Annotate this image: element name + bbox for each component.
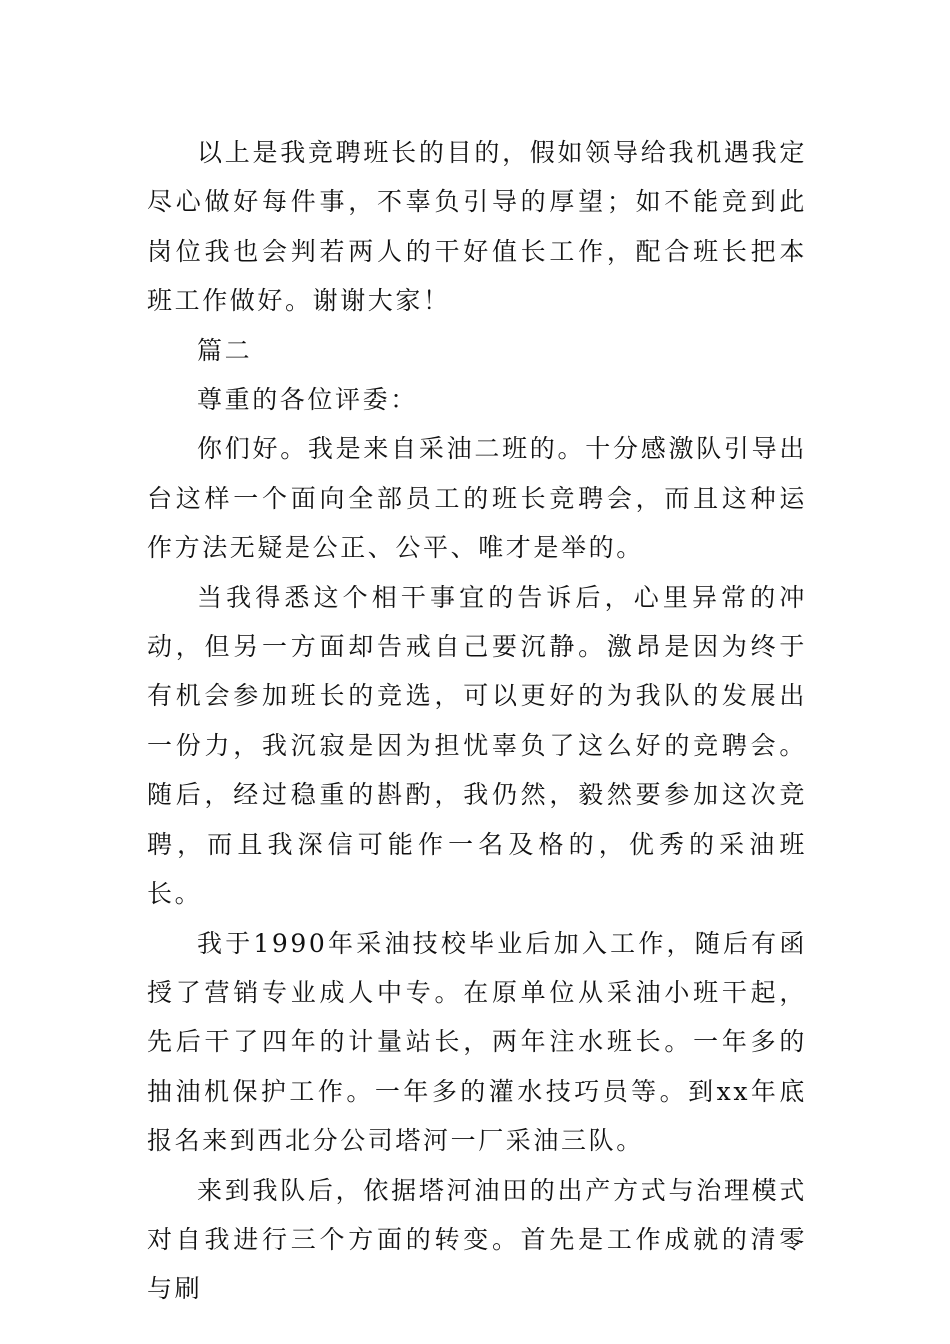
paragraph-greeting: 你们好。我是来自采油二班的。十分感激队引导出台这样一个面向全部员工的班长竞聘会，而且这种运作方法无疑是公正、公平、唯才是举的。 bbox=[147, 434, 807, 563]
paragraph-motivation: 当我得悉这个相干事宜的告诉后，心里异常的冲动，但另一方面却告戒自己要沉静。激昂是因为终于有机会参加班长的竞选，可以更好的为我队的发展出一份力，我沉寂是因为担忧辜负了这么好的竞聘会。随后，经过稳重的斟酌，我仍然，毅然要参加这次竞聘，而且我深信可能作一名及格的，优秀的采油班长。 bbox=[147, 582, 807, 909]
paragraph-experience: 我于1990年采油技校毕业后加入工作，随后有函授了营销专业成人中专。在原单位从采油小班干起，先后干了四年的计量站长，两年注水班长。一年多的抽油机保护工作。一年多的灌水技巧员等。到xx年底报名来到西北分公司塔河一厂采油三队。 bbox=[147, 928, 807, 1156]
paragraph-closing: 以上是我竞聘班长的目的，假如领导给我机遇我定尽心做好每件事，不辜负引导的厚望；如不能竞到此岗位我也会判若两人的干好值长工作，配合班长把本班工作做好。谢谢大家！ bbox=[147, 138, 807, 316]
paragraph-transition: 来到我队后，依据塔河油田的出产方式与治理模式对自我进行三个方面的转变。首先是工作成就的清零与刷 bbox=[147, 1175, 807, 1304]
section-heading: 篇二 bbox=[197, 335, 253, 365]
document-body bbox=[147, 128, 807, 1314]
salutation: 尊重的各位评委： bbox=[197, 385, 418, 415]
